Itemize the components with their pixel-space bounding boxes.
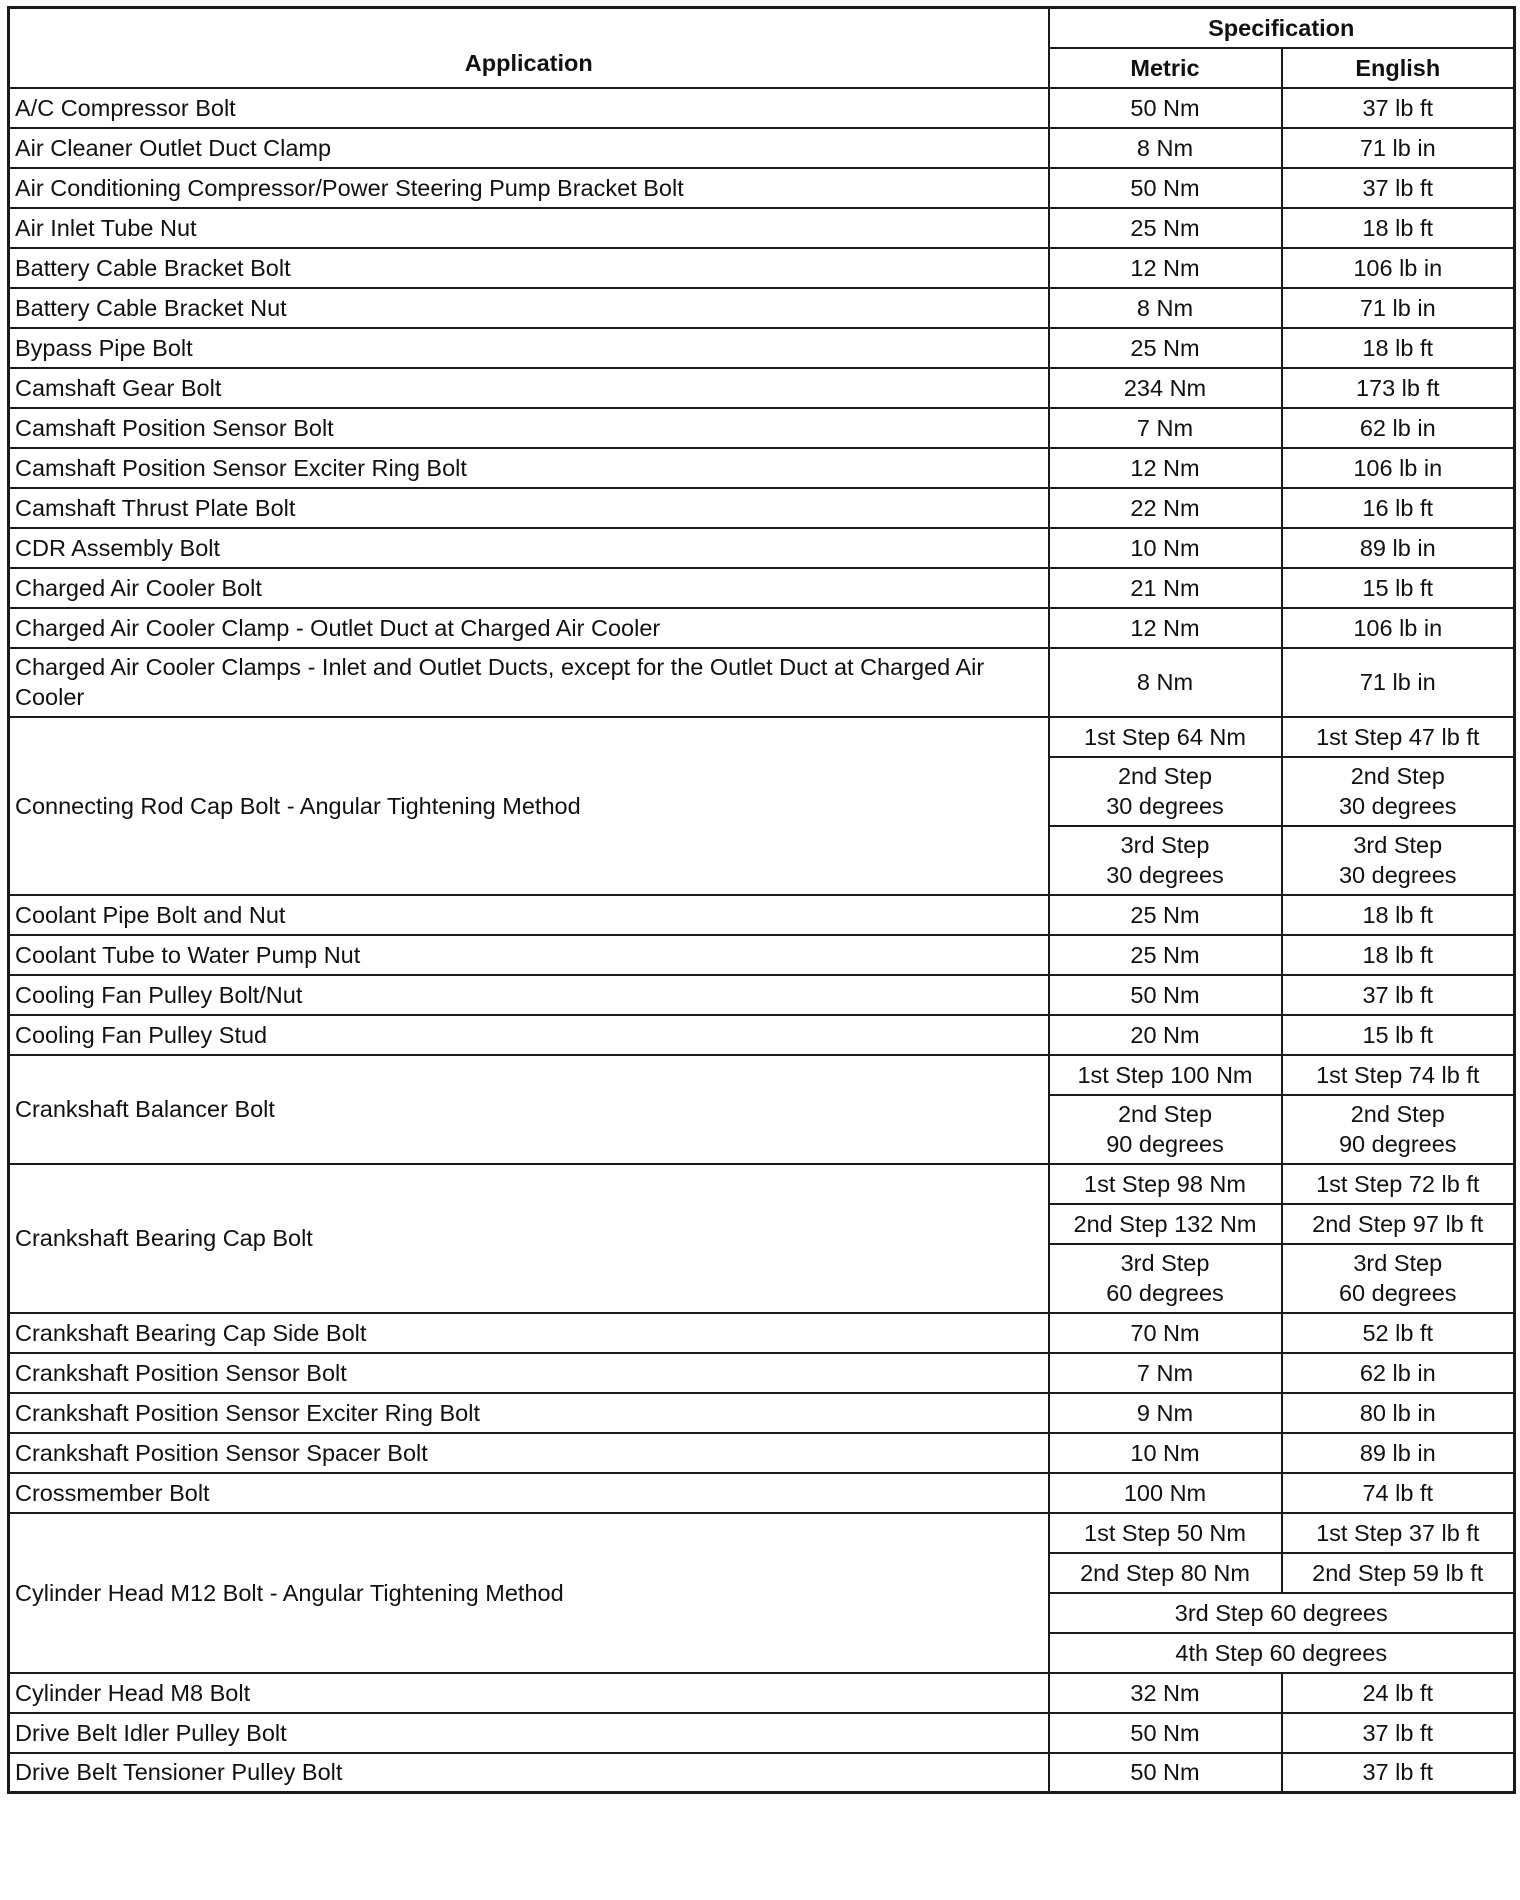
english-cell: 1st Step 37 lb ft bbox=[1282, 1513, 1515, 1553]
english-cell: 2nd Step 30 degrees bbox=[1282, 757, 1515, 826]
metric-cell: 25 Nm bbox=[1049, 935, 1282, 975]
table-row bbox=[9, 1313, 1515, 1353]
torque-spec-table bbox=[7, 6, 1516, 1794]
table-row bbox=[9, 895, 1515, 935]
english-cell: 71 lb in bbox=[1282, 128, 1515, 168]
table-row bbox=[9, 1713, 1515, 1753]
english-cell: 106 lb in bbox=[1282, 608, 1515, 648]
english-cell: 18 lb ft bbox=[1282, 328, 1515, 368]
metric-cell: 3rd Step 30 degrees bbox=[1049, 826, 1282, 895]
application-cell: Camshaft Gear Bolt bbox=[9, 368, 1049, 408]
english-cell: 37 lb ft bbox=[1282, 1713, 1515, 1753]
metric-cell: 1st Step 50 Nm bbox=[1049, 1513, 1282, 1553]
english-cell: 52 lb ft bbox=[1282, 1313, 1515, 1353]
metric-cell: 2nd Step 90 degrees bbox=[1049, 1095, 1282, 1164]
metric-cell: 7 Nm bbox=[1049, 408, 1282, 448]
metric-cell: 50 Nm bbox=[1049, 1713, 1282, 1753]
metric-cell: 2nd Step 80 Nm bbox=[1049, 1553, 1282, 1593]
english-cell: 74 lb ft bbox=[1282, 1473, 1515, 1513]
application-cell: Camshaft Thrust Plate Bolt bbox=[9, 488, 1049, 528]
metric-cell: 10 Nm bbox=[1049, 528, 1282, 568]
table-body bbox=[9, 88, 1515, 1793]
english-cell: 62 lb in bbox=[1282, 408, 1515, 448]
application-cell: Coolant Tube to Water Pump Nut bbox=[9, 935, 1049, 975]
application-cell: Cylinder Head M8 Bolt bbox=[9, 1673, 1049, 1713]
table-row bbox=[9, 128, 1515, 168]
english-cell: 37 lb ft bbox=[1282, 168, 1515, 208]
english-cell: 18 lb ft bbox=[1282, 895, 1515, 935]
english-cell: 1st Step 72 lb ft bbox=[1282, 1164, 1515, 1204]
table-header bbox=[9, 8, 1515, 88]
english-cell: 37 lb ft bbox=[1282, 88, 1515, 128]
application-cell: Cooling Fan Pulley Bolt/Nut bbox=[9, 975, 1049, 1015]
english-cell: 2nd Step 97 lb ft bbox=[1282, 1204, 1515, 1244]
application-cell: Drive Belt Idler Pulley Bolt bbox=[9, 1713, 1049, 1753]
application-cell: Battery Cable Bracket Nut bbox=[9, 288, 1049, 328]
english-cell: 3rd Step 30 degrees bbox=[1282, 826, 1515, 895]
application-cell: Cylinder Head M12 Bolt - Angular Tightening Method bbox=[9, 1513, 1049, 1673]
english-cell: 18 lb ft bbox=[1282, 208, 1515, 248]
metric-cell: 12 Nm bbox=[1049, 608, 1282, 648]
application-cell: Crankshaft Bearing Cap Side Bolt bbox=[9, 1313, 1049, 1353]
table-row bbox=[9, 1353, 1515, 1393]
application-cell: Charged Air Cooler Bolt bbox=[9, 568, 1049, 608]
application-cell: Crankshaft Position Sensor Spacer Bolt bbox=[9, 1433, 1049, 1473]
merged-step-cell: 3rd Step 60 degrees bbox=[1049, 1593, 1515, 1633]
metric-cell: 25 Nm bbox=[1049, 895, 1282, 935]
application-cell: Bypass Pipe Bolt bbox=[9, 328, 1049, 368]
metric-cell: 12 Nm bbox=[1049, 248, 1282, 288]
table-row bbox=[9, 608, 1515, 648]
table-row bbox=[9, 1393, 1515, 1433]
metric-cell: 8 Nm bbox=[1049, 128, 1282, 168]
english-cell: 62 lb in bbox=[1282, 1353, 1515, 1393]
english-cell: 71 lb in bbox=[1282, 288, 1515, 328]
application-cell: Charged Air Cooler Clamp - Outlet Duct at Charged Air Cooler bbox=[9, 608, 1049, 648]
english-cell: 106 lb in bbox=[1282, 248, 1515, 288]
metric-cell: 8 Nm bbox=[1049, 288, 1282, 328]
application-header: Application bbox=[9, 8, 1049, 88]
application-cell: Air Inlet Tube Nut bbox=[9, 208, 1049, 248]
english-cell: 1st Step 47 lb ft bbox=[1282, 717, 1515, 757]
metric-cell: 2nd Step 30 degrees bbox=[1049, 757, 1282, 826]
application-cell: Coolant Pipe Bolt and Nut bbox=[9, 895, 1049, 935]
table-row bbox=[9, 408, 1515, 448]
table-row bbox=[9, 1673, 1515, 1713]
metric-cell: 20 Nm bbox=[1049, 1015, 1282, 1055]
english-cell: 37 lb ft bbox=[1282, 975, 1515, 1015]
table-row bbox=[9, 1055, 1515, 1095]
table-row bbox=[9, 208, 1515, 248]
application-cell: A/C Compressor Bolt bbox=[9, 88, 1049, 128]
table-row bbox=[9, 1753, 1515, 1793]
english-cell: 15 lb ft bbox=[1282, 1015, 1515, 1055]
application-cell: Camshaft Position Sensor Bolt bbox=[9, 408, 1049, 448]
metric-cell: 12 Nm bbox=[1049, 448, 1282, 488]
english-cell: 3rd Step 60 degrees bbox=[1282, 1244, 1515, 1313]
application-cell: Camshaft Position Sensor Exciter Ring Bolt bbox=[9, 448, 1049, 488]
table-row bbox=[9, 1513, 1515, 1553]
english-cell: 71 lb in bbox=[1282, 648, 1515, 717]
english-cell: 24 lb ft bbox=[1282, 1673, 1515, 1713]
application-cell: Crossmember Bolt bbox=[9, 1473, 1049, 1513]
metric-cell: 25 Nm bbox=[1049, 328, 1282, 368]
english-cell: 2nd Step 59 lb ft bbox=[1282, 1553, 1515, 1593]
table-row bbox=[9, 328, 1515, 368]
table-row bbox=[9, 1433, 1515, 1473]
metric-cell: 1st Step 100 Nm bbox=[1049, 1055, 1282, 1095]
application-cell: Connecting Rod Cap Bolt - Angular Tightening Method bbox=[9, 717, 1049, 895]
metric-cell: 2nd Step 132 Nm bbox=[1049, 1204, 1282, 1244]
english-cell: 18 lb ft bbox=[1282, 935, 1515, 975]
metric-cell: 1st Step 98 Nm bbox=[1049, 1164, 1282, 1204]
english-cell: 89 lb in bbox=[1282, 1433, 1515, 1473]
english-cell: 16 lb ft bbox=[1282, 488, 1515, 528]
table-row bbox=[9, 288, 1515, 328]
english-cell: 2nd Step 90 degrees bbox=[1282, 1095, 1515, 1164]
application-cell: Crankshaft Balancer Bolt bbox=[9, 1055, 1049, 1164]
application-cell: Crankshaft Position Sensor Bolt bbox=[9, 1353, 1049, 1393]
table-row bbox=[9, 935, 1515, 975]
application-cell: Charged Air Cooler Clamps - Inlet and Outlet Ducts, except for the Outlet Duct at Charged Air Cooler bbox=[9, 648, 1049, 717]
application-cell: Cooling Fan Pulley Stud bbox=[9, 1015, 1049, 1055]
metric-cell: 22 Nm bbox=[1049, 488, 1282, 528]
table-row bbox=[9, 248, 1515, 288]
table-row bbox=[9, 1473, 1515, 1513]
metric-cell: 9 Nm bbox=[1049, 1393, 1282, 1433]
english-cell: 37 lb ft bbox=[1282, 1753, 1515, 1793]
english-cell: 1st Step 74 lb ft bbox=[1282, 1055, 1515, 1095]
metric-header: Metric bbox=[1049, 48, 1282, 88]
table-row bbox=[9, 717, 1515, 757]
table-row bbox=[9, 648, 1515, 717]
metric-cell: 234 Nm bbox=[1049, 368, 1282, 408]
metric-cell: 3rd Step 60 degrees bbox=[1049, 1244, 1282, 1313]
metric-cell: 32 Nm bbox=[1049, 1673, 1282, 1713]
application-cell: Crankshaft Position Sensor Exciter Ring Bolt bbox=[9, 1393, 1049, 1433]
table-row bbox=[9, 975, 1515, 1015]
metric-cell: 100 Nm bbox=[1049, 1473, 1282, 1513]
merged-step-cell: 4th Step 60 degrees bbox=[1049, 1633, 1515, 1673]
table-row bbox=[9, 488, 1515, 528]
english-header: English bbox=[1282, 48, 1515, 88]
metric-cell: 7 Nm bbox=[1049, 1353, 1282, 1393]
metric-cell: 21 Nm bbox=[1049, 568, 1282, 608]
application-cell: CDR Assembly Bolt bbox=[9, 528, 1049, 568]
metric-cell: 50 Nm bbox=[1049, 1753, 1282, 1793]
metric-cell: 50 Nm bbox=[1049, 168, 1282, 208]
english-cell: 15 lb ft bbox=[1282, 568, 1515, 608]
table-row bbox=[9, 88, 1515, 128]
english-cell: 80 lb in bbox=[1282, 1393, 1515, 1433]
table-row bbox=[9, 1164, 1515, 1204]
metric-cell: 50 Nm bbox=[1049, 88, 1282, 128]
table-row bbox=[9, 168, 1515, 208]
application-cell: Air Cleaner Outlet Duct Clamp bbox=[9, 128, 1049, 168]
table-row bbox=[9, 1015, 1515, 1055]
application-cell: Battery Cable Bracket Bolt bbox=[9, 248, 1049, 288]
table-row bbox=[9, 528, 1515, 568]
application-cell: Air Conditioning Compressor/Power Steering Pump Bracket Bolt bbox=[9, 168, 1049, 208]
table-row bbox=[9, 448, 1515, 488]
metric-cell: 70 Nm bbox=[1049, 1313, 1282, 1353]
table-row bbox=[9, 368, 1515, 408]
metric-cell: 8 Nm bbox=[1049, 648, 1282, 717]
specification-header: Specification bbox=[1049, 8, 1515, 48]
metric-cell: 1st Step 64 Nm bbox=[1049, 717, 1282, 757]
english-cell: 89 lb in bbox=[1282, 528, 1515, 568]
english-cell: 173 lb ft bbox=[1282, 368, 1515, 408]
application-cell: Crankshaft Bearing Cap Bolt bbox=[9, 1164, 1049, 1313]
metric-cell: 25 Nm bbox=[1049, 208, 1282, 248]
english-cell: 106 lb in bbox=[1282, 448, 1515, 488]
metric-cell: 50 Nm bbox=[1049, 975, 1282, 1015]
table-row bbox=[9, 568, 1515, 608]
metric-cell: 10 Nm bbox=[1049, 1433, 1282, 1473]
application-cell: Drive Belt Tensioner Pulley Bolt bbox=[9, 1753, 1049, 1793]
